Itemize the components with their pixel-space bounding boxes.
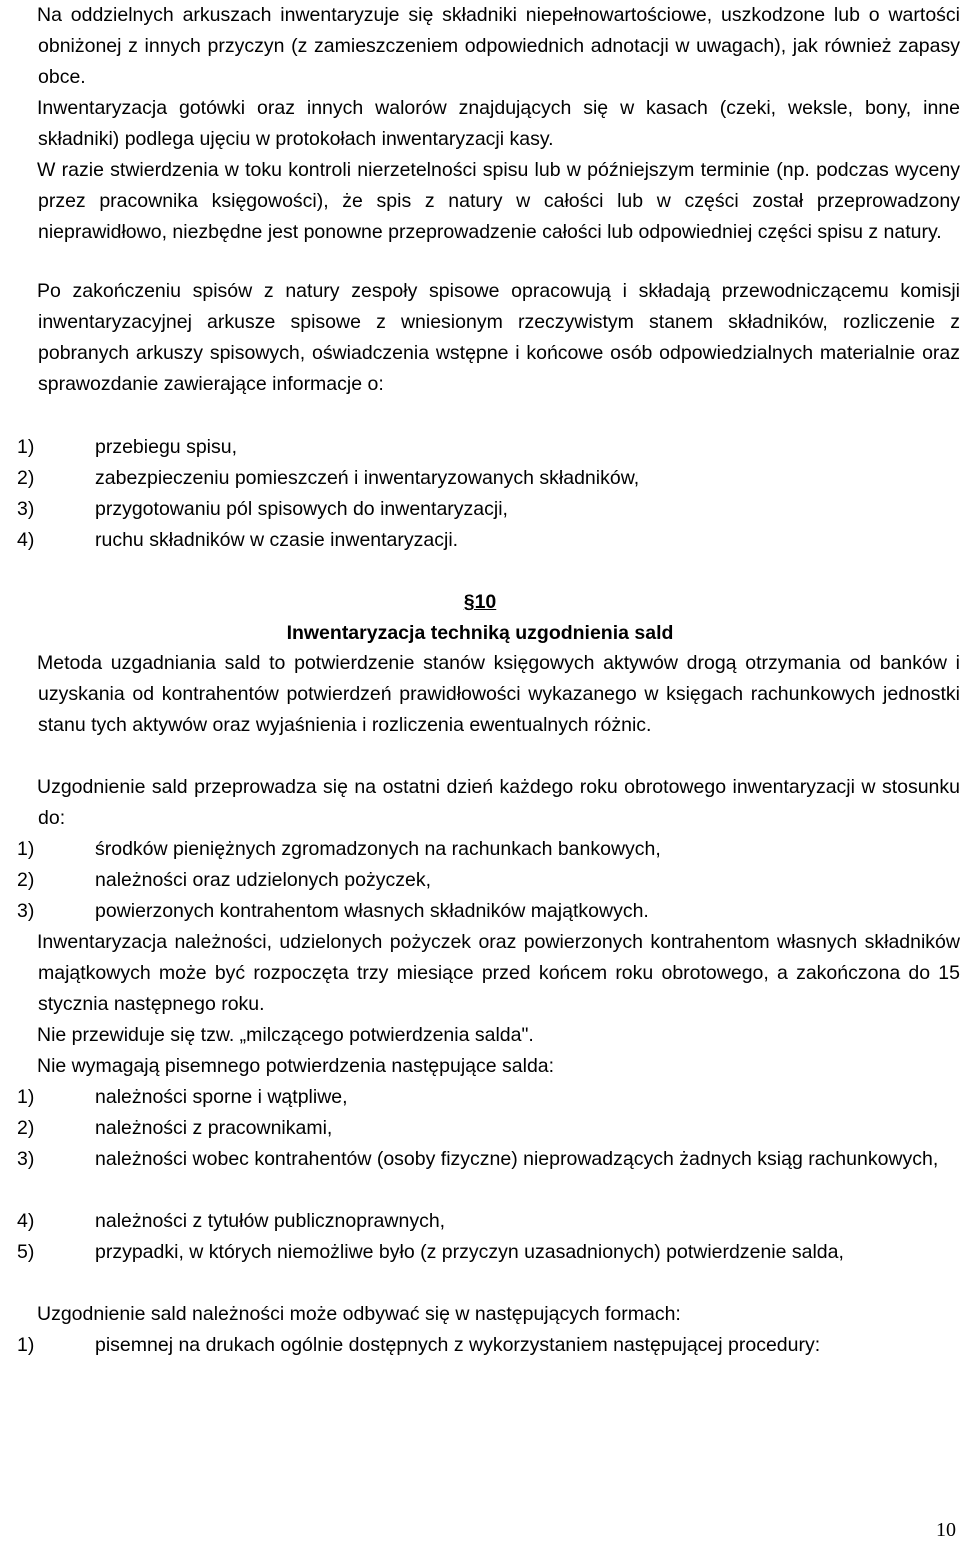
paragraph-number <box>0 276 37 307</box>
paragraph-6 <box>0 1299 960 1330</box>
section-title: Inwentaryzacja techniką uzgodnienia sald <box>286 622 674 644</box>
paragraph-2 <box>0 772 960 834</box>
paragraph-text: Inwentaryzacja gotówki oraz innych walorów znajdujących się w kasach (czeki, weksle, bony, inne składniki) podlega ujęciu w protokołach inwentaryzacji kasy. <box>37 97 960 150</box>
paragraph-number <box>0 1299 37 1330</box>
list-item: 4) ruchu składników w czasie inwentaryzacji. <box>17 529 459 551</box>
list-item: 1) pisemnej na drukach ogólnie dostępnych z wykorzystaniem następującej procedury: <box>17 1334 821 1356</box>
paragraph-text: W razie stwierdzenia w toku kontroli nierzetelności spisu lub w późniejszym terminie (np. podczas wyceny przez pracownika księgowości), że spis z natury w całości lub w części został przeprowadzony nieprawidłowo, niezbędne jest ponowne przeprowadzenie całości lub odpowiedniej części spisu z natury. <box>37 159 960 243</box>
list-item: 3) powierzonych kontrahentom własnych składników majątkowych. <box>17 900 649 922</box>
list-item: 2) należności oraz udzielonych pożyczek, <box>17 869 432 891</box>
section-number: §10 <box>463 591 497 613</box>
paragraph-5 <box>0 1051 960 1082</box>
list-item: 2) należności z pracownikami, <box>17 1117 333 1139</box>
list-item: 1) należności sporne i wątpliwe, <box>17 1086 348 1108</box>
list-item: 5) przypadki, w których niemożliwe było (z przyczyn uzasadnionych) potwierdzenie salda, <box>17 1241 844 1263</box>
paragraph-text: Uzgodnienie sald należności może odbywać się w następujących formach: <box>37 1303 681 1325</box>
list-item: 2) zabezpieczeniu pomieszczeń i inwentaryzowanych składników, <box>17 467 640 489</box>
paragraph-text: Po zakończeniu spisów z natury zespoły spisowe opracowują i składają przewodniczącemu komisji inwentaryzacyjnej arkusze spisowe z wniesionym rzeczywistym stanem składników, rozliczenie z pobranych arkuszy spisowych, oświadczenia wstępne i końcowe osób odpowiedzialnych materialnie oraz sprawozdanie zawierające informacje o: <box>37 280 960 395</box>
paragraph-17 <box>0 276 960 400</box>
paragraph-text: Uzgodnienie sald przeprowadza się na ostatni dzień każdego roku obrotowego inwentaryzacji w stosunku do: <box>37 776 960 829</box>
paragraph-number <box>0 772 37 803</box>
paragraph-1 <box>0 648 960 741</box>
list-item: 3) należności wobec kontrahentów (osoby fizyczne) nieprowadzących żadnych ksiąg rachunkowych, <box>17 1148 939 1170</box>
paragraph-text: Metoda uzgadniania sald to potwierdzenie stanów księgowych aktywów drogą otrzymania od banków i uzyskania od kontrahentów potwierdzeń prawidłowości wykazanego w księgach rachunkowych jednostki stanu tych aktywów oraz wyjaśnienia i rozliczenia ewentualnych różnic. <box>37 652 960 736</box>
list-item: 1) przebiegu spisu, <box>17 436 238 458</box>
paragraph-number <box>0 155 37 186</box>
paragraph-3 <box>0 927 960 1020</box>
paragraph-text: Nie wymagają pisemnego potwierdzenia następujące salda: <box>37 1055 555 1077</box>
paragraph-number <box>0 93 37 124</box>
paragraph-text: Nie przewiduje się tzw. „milczącego potwierdzenia salda". <box>37 1024 534 1046</box>
list-item: 4) należności z tytułów publicznoprawnych, <box>17 1210 446 1232</box>
paragraph-text: Inwentaryzacja należności, udzielonych pożyczek oraz powierzonych kontrahentom własnych składników majątkowych może być rozpoczęta trzy miesiące przed końcem roku obrotowego, a zakończona do 15 stycznia następnego roku. <box>37 931 960 1015</box>
paragraph-text: Na oddzielnych arkuszach inwentaryzuje się składniki niepełnowartościowe, uszkodzone lub o wartości obniżonej z innych przyczyn (z zamieszczeniem odpowiednich adnotacji w uwagach), jak również zapasy obce. <box>37 4 960 88</box>
list-item: 3) przygotowaniu pól spisowych do inwentaryzacji, <box>17 498 508 520</box>
paragraph-number <box>0 648 37 679</box>
page-number: 10 <box>936 1519 956 1541</box>
paragraph-number <box>0 1020 37 1051</box>
list-item: 1) środków pieniężnych zgromadzonych na rachunkach bankowych, <box>17 838 661 860</box>
paragraph-number <box>0 927 37 958</box>
paragraph-14 <box>0 0 960 93</box>
paragraph-4 <box>0 1020 960 1051</box>
paragraph-15 <box>0 93 960 155</box>
paragraph-16 <box>0 155 960 248</box>
paragraph-number <box>0 1051 37 1082</box>
paragraph-number <box>0 0 37 31</box>
